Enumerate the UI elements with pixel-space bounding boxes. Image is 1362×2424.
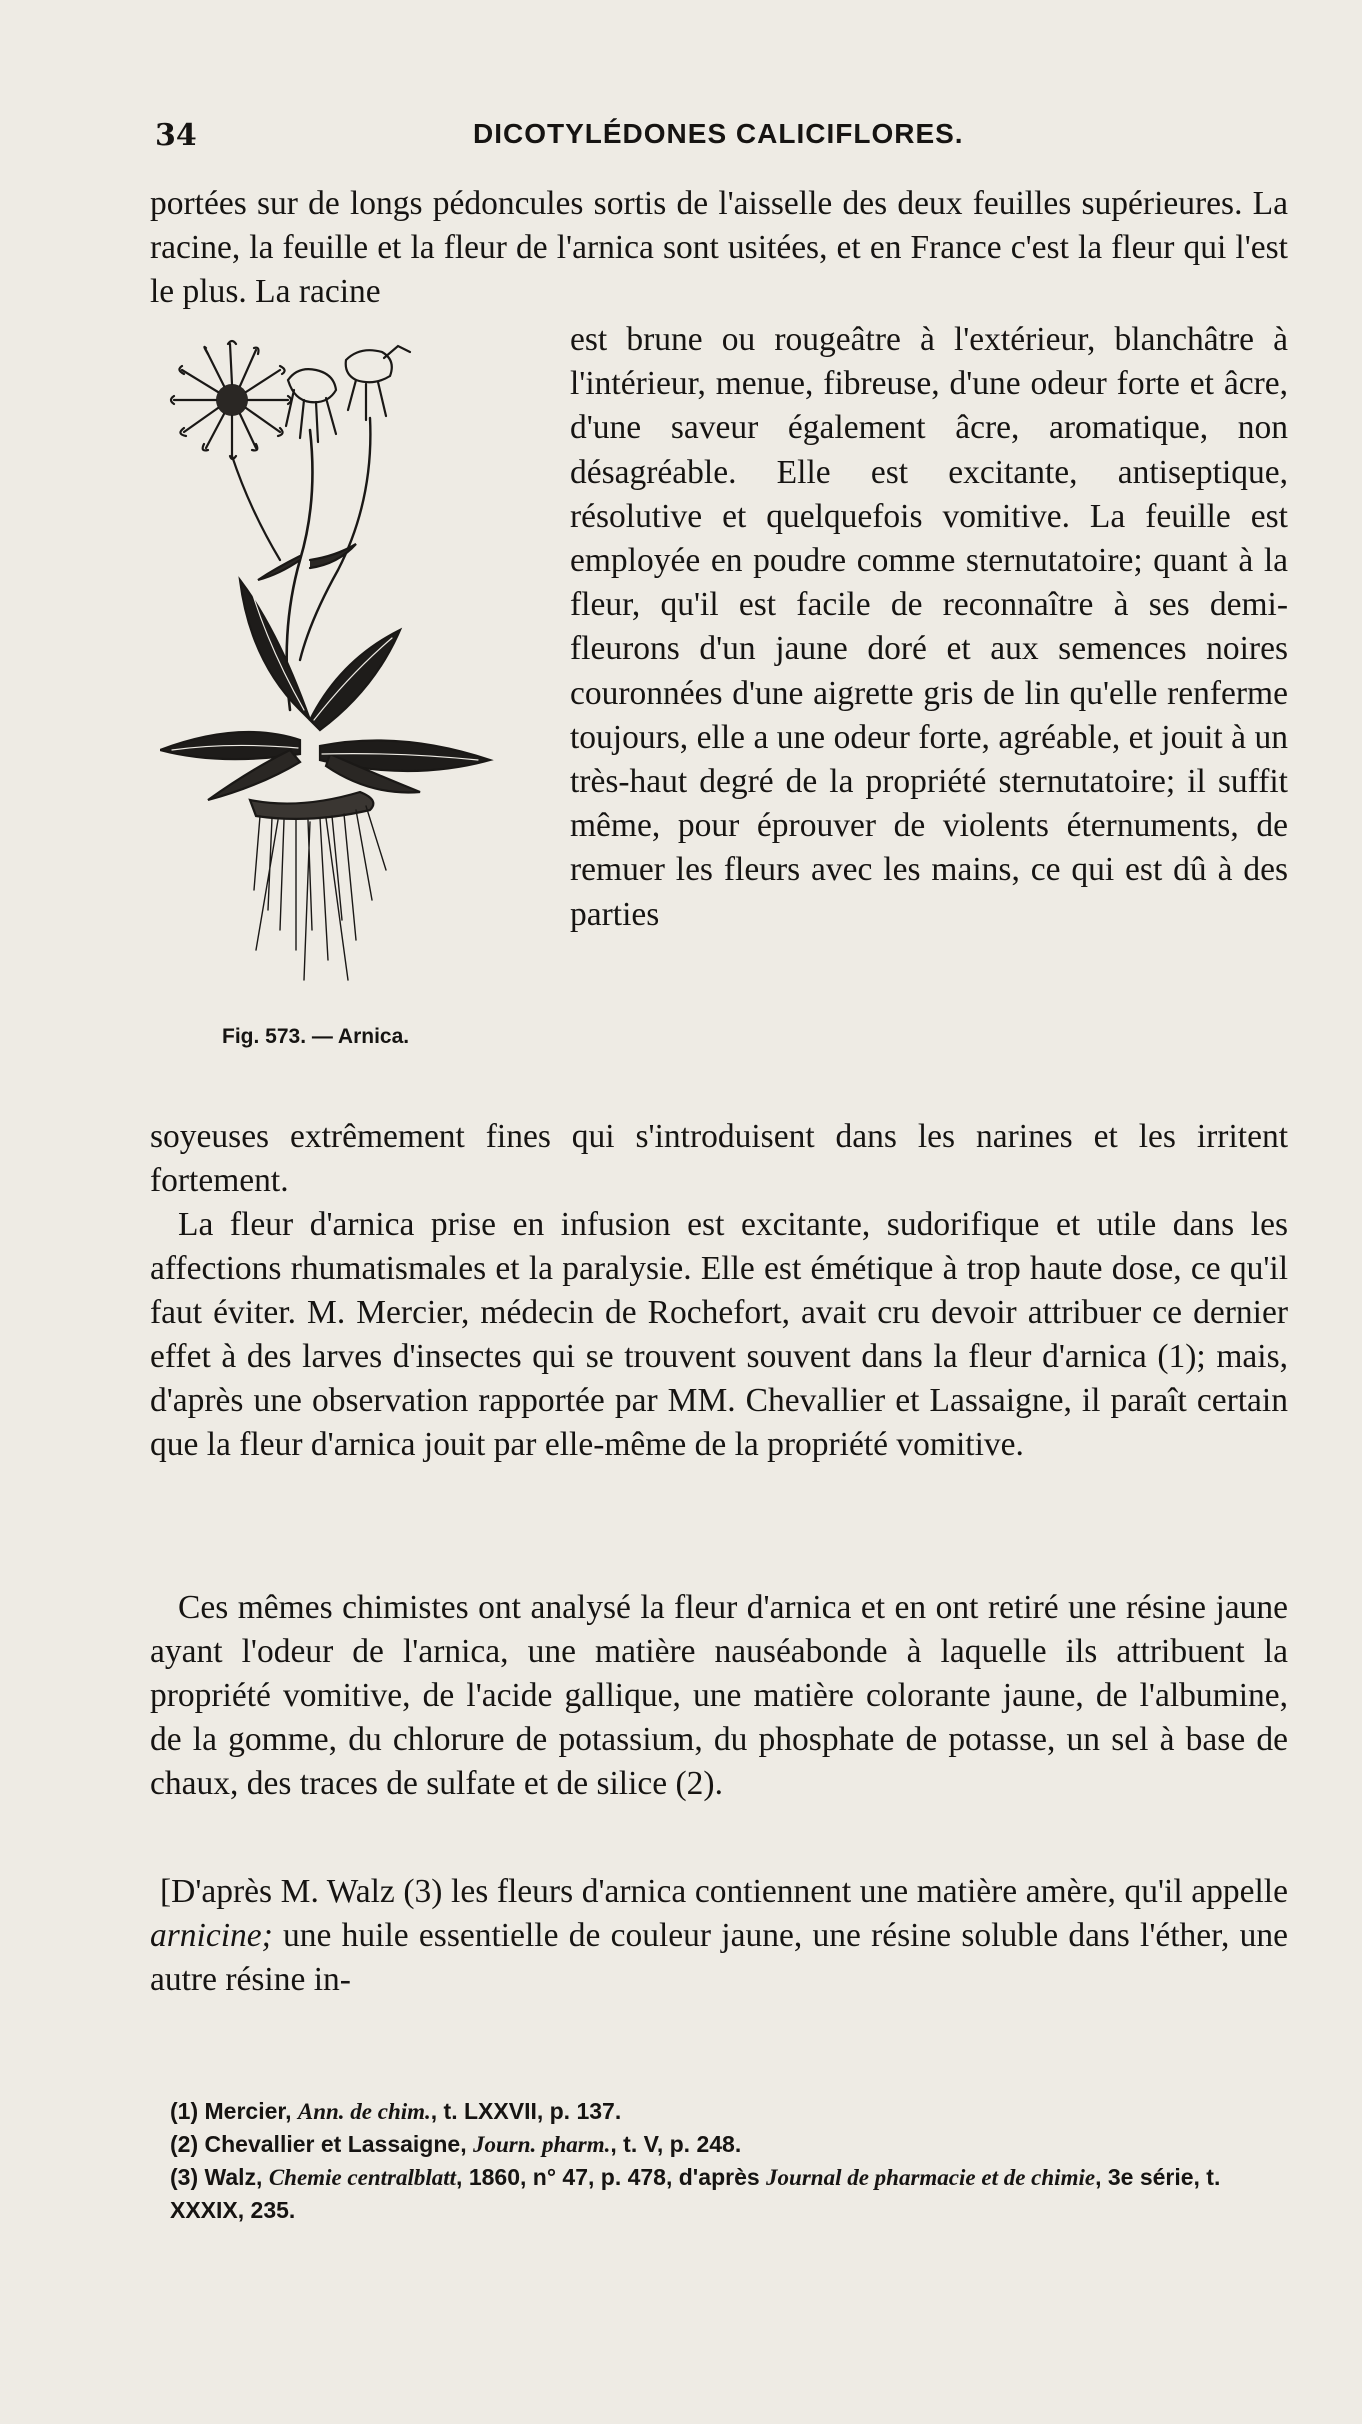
footnote-source-2: Journal de pharmacie et de chimie xyxy=(766,2165,1096,2190)
paragraph-1-wrapped: est brune ou rougeâtre à l'extérieur, blanchâtre à l'intérieur, menue, fibreuse, d'une odeur forte et âcre, d'une saveur également âcre, aromatique, non désagréable. Elle est excitante, antiseptique, résolutive et quelquefois vomitive. La feuille est employée en poudre comme sternutatoire; quant à la fleur, qu'il est facile de reconnaître à ses demi-fleurons d'un jaune doré et aux semences noires couronnées d'une aigrette gris de lin qu'elle renferme toujours, elle a une odeur forte, agréable, et jouit à un très-haut degré de la propriété sternutatoire; il suffit même, pour éprouver de violents éternuments, de remuer les fleurs avec les mains, ce qui est dû à des parties xyxy=(570,321,1288,933)
arnica-illustration xyxy=(160,330,550,1010)
footnote-source: Chemie centralblatt xyxy=(268,2165,457,2190)
footnote-details: , 1860, n° 47, p. 478, d'après xyxy=(456,2164,767,2190)
paragraph-4 xyxy=(150,1870,1288,2002)
paragraph-1-top: portées sur de longs pédoncules sortis de l'aisselle des deux feuilles supérieures. La racine, la feuille et la fleur de l'arnica sont usitées, et en France c'est la fleur qui l'est le plus. La racine xyxy=(150,185,1288,310)
flower-head-secondary xyxy=(286,346,410,442)
footnote-2 xyxy=(158,2128,1288,2161)
page-number: 34 xyxy=(155,118,197,153)
running-title: DICOTYLÉDONES CALICIFLORES. xyxy=(473,118,964,149)
footnote-source: Journ. pharm. xyxy=(472,2132,611,2157)
footnote-details-2: , 3e série, t. XXXIX, 235. xyxy=(170,2164,1221,2223)
footnotes xyxy=(158,2095,1288,2226)
paragraph-4-italic-term: arnicine; xyxy=(150,1917,273,1954)
footnote-source: Ann. de chim. xyxy=(297,2099,431,2124)
flower-head-main xyxy=(171,341,291,459)
paragraph-1-bottom: soyeuses extrêmement fines qui s'introduisent dans les narines et les irritent fortement. xyxy=(150,1118,1288,1199)
paragraph-4-text-a: [D'après M. Walz (3) les fleurs d'arnica contiennent une matière amère, qu'il appelle xyxy=(160,1873,1288,1910)
footnote-marker: (1) xyxy=(170,2098,199,2124)
footnote-author: Chevallier et Lassaigne, xyxy=(204,2131,473,2157)
footnote-marker: (2) xyxy=(170,2131,199,2157)
paragraph-2: La fleur d'arnica prise en infusion est excitante, sudorifique et utile dans les affections rhumatismales et la paralysie. Elle est émétique à trop haute dose, ce qu'il faut éviter. M. Mercier, médecin de Rochefort, avait cru devoir attribuer ce dernier effet à des larves d'insectes qui se trouvent souvent dans la fleur d'arnica (1); mais, d'après une observation rapportée par MM. Chevallier et Lassaigne, il paraît certain que la fleur d'arnica jouit par elle-même de la propriété vomitive. xyxy=(150,1206,1288,1463)
page-header xyxy=(155,118,1285,164)
paragraph-3: Ces mêmes chimistes ont analysé la fleur d'arnica et en ont retiré une résine jaune ayant l'odeur de l'arnica, une matière nauséabonde à laquelle ils attribuent la propriété vomitive, de l'acide gallique, une matière colorante jaune, de l'albumine, de la gomme, du chlorure de potassium, du phosphate de potasse, un sel à base de chaux, des traces de sulfate et de silice (2). xyxy=(150,1589,1288,1802)
paragraph-4-text-b: une huile essentielle de couleur jaune, une résine soluble dans l'éther, une autre résine in- xyxy=(150,1917,1288,1998)
footnote-author: Mercier, xyxy=(204,2098,298,2124)
footnote-1 xyxy=(158,2095,1288,2128)
footnote-author: Walz, xyxy=(204,2164,269,2190)
footnote-3 xyxy=(158,2161,1288,2226)
footnote-details: , t. V, p. 248. xyxy=(610,2131,742,2157)
footnote-marker: (3) xyxy=(170,2164,199,2190)
figure-caption: Fig. 573. — Arnica. xyxy=(222,1025,410,1048)
footnote-details: , t. LXXVII, p. 137. xyxy=(430,2098,622,2124)
